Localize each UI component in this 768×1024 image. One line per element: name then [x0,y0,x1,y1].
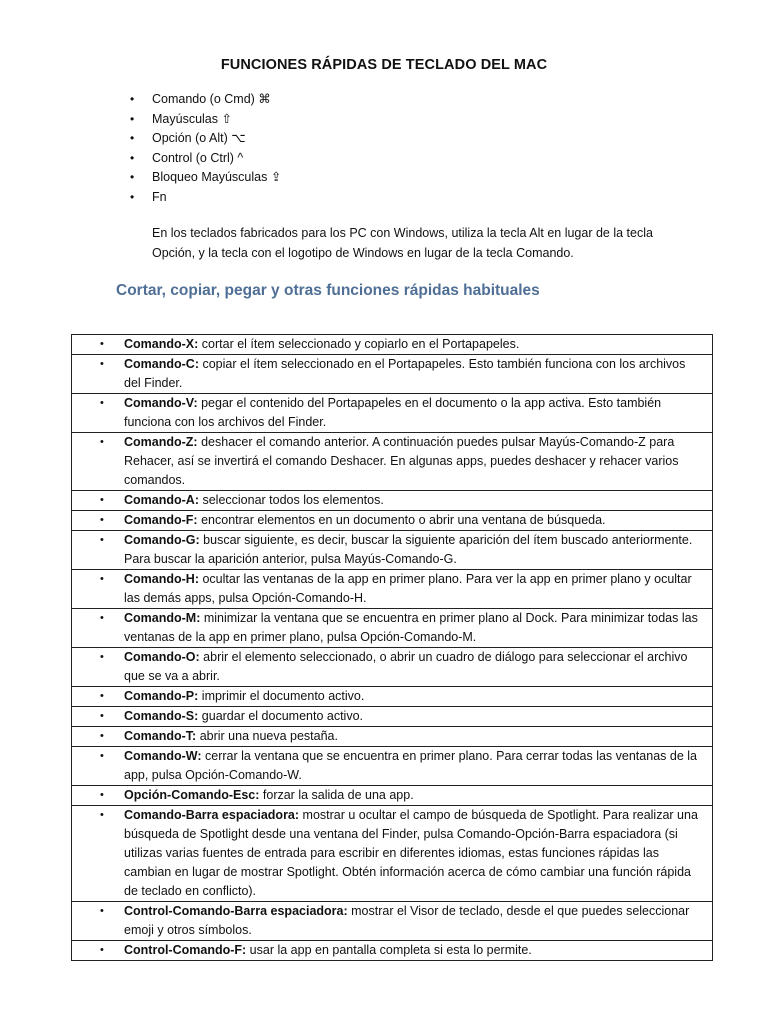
bullet-icon: • [100,750,104,762]
table-cell [72,747,713,786]
page-title: FUNCIONES RÁPIDAS DE TECLADO DEL MAC [220,57,548,73]
table-cell [72,433,713,491]
table-row [72,355,713,394]
shortcut-entry [72,786,712,805]
table-row [72,433,713,491]
shortcut-key: Comando-Z: [124,435,198,449]
shortcut-description: usar la app en pantalla completa si esta lo permite. [246,943,532,957]
modifier-key-label: Bloqueo Mayúsculas ⇪ [152,170,282,184]
table-row [72,902,713,941]
bullet-icon: • [130,92,135,106]
shortcut-entry [72,335,712,354]
shortcut-key: Comando-A: [124,493,199,507]
shortcut-key: Comando-F: [124,513,198,527]
table-cell [72,727,713,747]
bullet-icon: • [100,514,104,526]
shortcut-key: Comando-H: [124,572,199,586]
shortcut-key: Control-Comando-F: [124,943,247,957]
bullet-icon: • [100,730,104,742]
shortcut-entry [72,570,712,608]
shortcut-key: Comando-X: [124,337,199,351]
bullet-icon: • [130,131,135,145]
modifier-key-item [130,110,281,130]
table-cell [72,491,713,511]
shortcut-entry [72,747,712,785]
bullet-icon: • [130,111,135,126]
shortcut-description: encontrar elementos en un documento o abrir una ventana de búsqueda. [197,513,606,527]
table-row [72,786,713,806]
shortcut-key: Comando-T: [124,729,197,743]
shortcut-entry [72,491,712,510]
bullet-icon: • [100,690,104,702]
shortcut-description: ocultar las ventanas de la app en primer plano. Para ver la app en primer plano y ocultar las demás apps, pulsa Opción-Comando-H. [124,572,692,605]
table-row [72,727,713,747]
table-row [72,941,713,961]
shortcut-key: Comando-C: [124,357,199,371]
modifier-key-item [130,168,281,188]
table-row [72,609,713,648]
shortcut-entry [72,941,712,960]
table-row [72,687,713,707]
bullet-icon: • [100,612,104,624]
bullet-icon: • [100,809,104,821]
table-cell [72,335,713,355]
shortcut-key: Comando-V: [124,396,198,410]
shortcut-table [71,334,713,961]
shortcut-key: Comando-G: [124,533,200,547]
modifier-key-label: Opción (o Alt) ⌥ [152,131,246,145]
shortcut-entry [72,648,712,686]
shortcut-entry [72,355,712,393]
table-cell [72,511,713,531]
bullet-icon: • [100,573,104,585]
table-row [72,335,713,355]
bullet-icon: • [100,534,104,546]
table-row [72,648,713,687]
modifier-key-item [130,149,281,169]
shortcut-entry [72,609,712,647]
shortcut-entry [72,707,712,726]
shortcut-description: cortar el ítem seleccionado y copiarlo en el Portapapeles. [198,337,520,351]
shortcut-description: guardar el documento activo. [198,709,363,723]
bullet-icon: • [100,710,104,722]
table-row [72,491,713,511]
shortcut-description: pegar el contenido del Portapapeles en el documento o la app activa. Esto también funciona con los archivos del Finder. [124,396,662,429]
table-cell [72,355,713,394]
bullet-icon: • [100,789,104,801]
table-cell [72,394,713,433]
table-cell [72,687,713,707]
bullet-icon: • [100,358,104,370]
bullet-icon: • [130,189,135,204]
shortcut-description: abrir el elemento seleccionado, o abrir un cuadro de diálogo para seleccionar el archivo que se va a abrir. [124,650,688,683]
shortcut-entry [72,902,712,940]
shortcut-key: Comando-W: [124,749,202,763]
shortcut-entry [72,511,712,530]
section-heading: Cortar, copiar, pegar y otras funciones rápidas habituales [116,282,540,299]
shortcut-description: imprimir el documento activo. [198,689,365,703]
table-cell [72,707,713,727]
modifier-key-label: Control (o Ctrl) ^ [152,150,244,165]
bullet-icon: • [100,905,104,917]
bullet-icon: • [100,651,104,663]
table-cell [72,570,713,609]
shortcut-key: Opción-Comando-Esc: [124,788,260,802]
table-row [72,570,713,609]
table-cell [72,609,713,648]
shortcut-key: Comando-S: [124,709,199,723]
shortcut-entry [72,433,712,490]
table-row [72,747,713,786]
modifier-key-list [130,90,281,207]
shortcut-key: Comando-O: [124,650,200,664]
shortcut-key: Comando-M: [124,611,201,625]
shortcut-description: mostrar u ocultar el campo de búsqueda de Spotlight. Para realizar una búsqueda de Spotlight desde una ventana del Finder, pulsa Comando-Opción-Barra espaciadora (si utilizas varias fuentes de entrada para escribir en diferentes idiomas, estas funciones rápidas las cambian en lugar de mostrar Spotlight. Obtén información acerca de cómo cambiar una función rápida de teclado en conflicto). [124,808,698,898]
shortcut-entry [72,806,712,901]
windows-keyboard-note: En los teclados fabricados para los PC con Windows, utiliza la tecla Alt en lugar de la tecla Opción, y la tecla con el logotipo de Windows en lugar de la tecla Comando. [152,226,653,260]
bullet-icon: • [130,170,135,184]
shortcut-description: copiar el ítem seleccionado en el Portapapeles. Esto también funciona con los archivos del Finder. [124,357,686,390]
shortcut-entry [72,687,712,706]
shortcut-description: forzar la salida de una app. [259,788,414,802]
modifier-key-label: Mayúsculas ⇧ [152,111,232,126]
shortcut-key: Control-Comando-Barra espaciadora: [124,904,348,918]
table-row [72,806,713,902]
shortcut-description: seleccionar todos los elementos. [199,493,384,507]
modifier-key-item [130,129,281,149]
modifier-key-label: Comando (o Cmd) ⌘ [152,92,271,106]
modifier-key-label: Fn [152,189,167,204]
shortcut-key: Comando-P: [124,689,199,703]
shortcut-description: abrir una nueva pestaña. [196,729,338,743]
table-cell [72,531,713,570]
table-row [72,511,713,531]
table-row [72,531,713,570]
table-row [72,707,713,727]
shortcut-description: mostrar el Visor de teclado, desde el que puedes seleccionar emoji y otros símbolos. [124,904,690,937]
shortcut-description: deshacer el comando anterior. A continuación puedes pulsar Mayús-Comando-Z para Rehacer, así se invertirá el comando Deshacer. En algunas apps, puedes deshacer y rehacer varios comandos. [124,435,679,487]
table-row [72,394,713,433]
bullet-icon: • [100,436,104,448]
table-cell [72,902,713,941]
bullet-icon: • [100,494,104,506]
bullet-icon: • [100,397,104,409]
bullet-icon: • [100,944,104,956]
shortcut-entry [72,394,712,432]
bullet-icon: • [100,338,104,350]
table-cell [72,806,713,902]
modifier-key-item [130,188,281,208]
bullet-icon: • [130,150,135,165]
shortcut-description: buscar siguiente, es decir, buscar la siguiente aparición del ítem buscado anteriormente. Para buscar la aparición anterior, pulsa Mayús-Comando-G. [124,533,693,566]
table-cell [72,648,713,687]
shortcut-description: cerrar la ventana que se encuentra en primer plano. Para cerrar todas las ventanas de la app, pulsa Opción-Comando-W. [124,749,697,782]
shortcut-description: minimizar la ventana que se encuentra en primer plano al Dock. Para minimizar todas las ventanas de la app en primer plano, pulsa Opción-Comando-M. [124,611,698,644]
table-cell [72,941,713,961]
shortcut-entry [72,531,712,569]
modifier-key-item [130,90,281,110]
shortcut-key: Comando-Barra espaciadora: [124,808,300,822]
shortcut-entry [72,727,712,746]
table-cell [72,786,713,806]
